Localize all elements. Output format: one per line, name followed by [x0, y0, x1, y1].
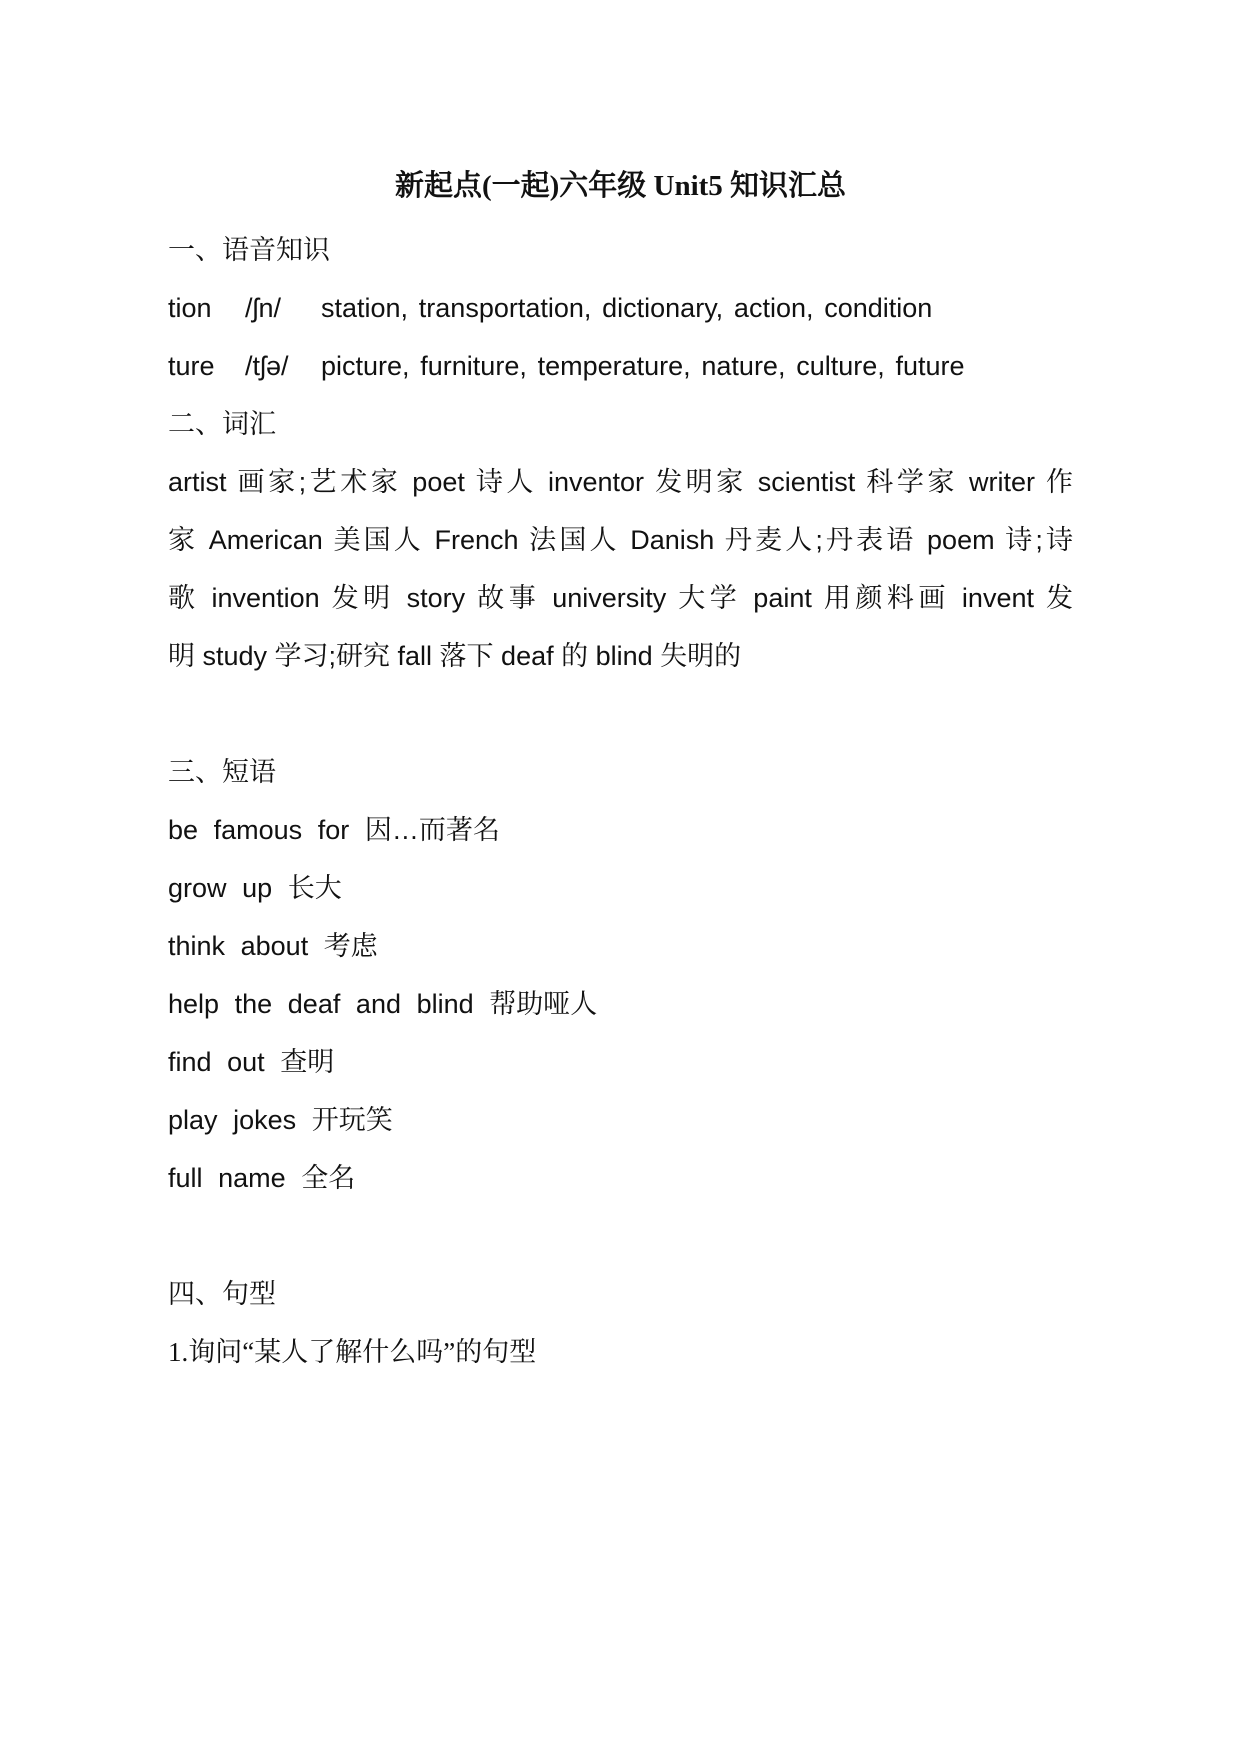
vocabulary-line: 歌 invention 发明 story 故事 university 大学 paint 用颜料画 invent 发	[168, 583, 1073, 613]
document-title: 新起点(一起)六年级 Unit5 知识汇总	[394, 170, 847, 202]
phonics-ipa: /ʃn/	[245, 293, 282, 323]
phrase-item: find out 查明	[168, 1047, 335, 1077]
vocabulary-line: 家 American 美国人 French 法国人 Danish 丹麦人;丹表语 poem 诗;诗	[168, 525, 1073, 555]
phrase-item: grow up 长大	[168, 873, 342, 903]
section-heading-phonics: 一、语音知识	[168, 235, 330, 265]
document-body	[168, 0, 1073, 1381]
document-content	[168, 221, 1073, 1381]
vocabulary-line: 明 study 学习;研究 fall 落下 deaf 的 blind 失明的	[168, 641, 742, 671]
blank-line	[168, 685, 1073, 743]
phonics-row	[168, 279, 1073, 337]
section-heading-vocabulary: 二、词汇	[168, 409, 276, 439]
phrase-item: be famous for 因…而著名	[168, 815, 500, 845]
phonics-suffix: ture	[168, 351, 215, 381]
phonics-examples: picture, furniture, temperature, nature, culture, future	[321, 351, 965, 381]
section-heading-phrases: 三、短语	[168, 757, 276, 787]
blank-line	[168, 1207, 1073, 1265]
phrase-item: think about 考虑	[168, 931, 378, 961]
phonics-ipa: /tʃə/	[245, 351, 289, 381]
phonics-examples: station, transportation, dictionary, action, condition	[321, 293, 933, 323]
phonics-row	[168, 337, 1073, 395]
phonics-suffix: tion	[168, 293, 212, 323]
vocabulary-line: artist 画家;艺术家 poet 诗人 inventor 发明家 scientist 科学家 writer 作	[168, 467, 1073, 497]
phrase-item: help the deaf and blind 帮助哑人	[168, 989, 598, 1019]
phrase-item: full name 全名	[168, 1163, 356, 1193]
sentence-pattern-item: 1.询问“某人了解什么吗”的句型	[168, 1337, 537, 1367]
section-heading-sentence-patterns: 四、句型	[168, 1279, 276, 1309]
phrase-item: play jokes 开玩笑	[168, 1105, 393, 1135]
